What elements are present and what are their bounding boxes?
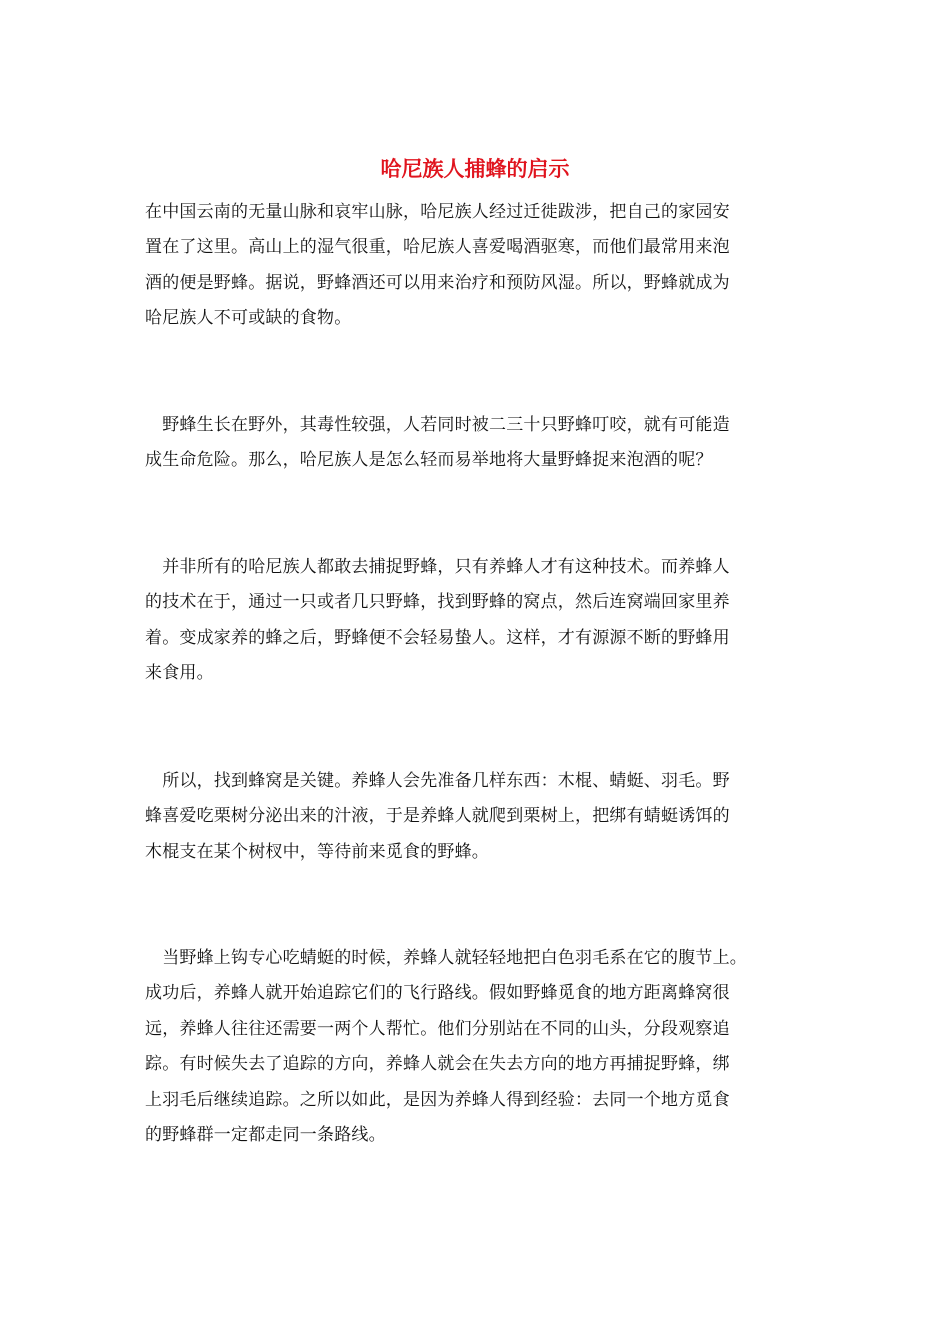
paragraph-line: 着。变成家养的蜂之后，野蜂便不会轻易蛰人。这样，才有源源不断的野蜂用	[145, 627, 730, 648]
paragraph-line: 所以，找到蜂窝是关键。养蜂人会先准备几样东西：木棍、蜻蜓、羽毛。野	[145, 771, 730, 791]
paragraph-line: 的野蜂群一定都走同一条路线。	[145, 1125, 386, 1146]
paragraph-line: 成功后，养蜂人就开始追踪它们的飞行路线。假如野蜂觅食的地方距离蜂窝很	[145, 983, 730, 1004]
paragraph-line: 并非所有的哈尼族人都敢去捕捉野蜂，只有养蜂人才有这种技术。而养蜂人	[145, 557, 730, 577]
paragraph-line: 上羽毛后继续追踪。之所以如此，是因为养蜂人得到经验：去同一个地方觅食	[145, 1089, 730, 1110]
paragraph-line: 远，养蜂人往往还需要一两个人帮忙。他们分别站在不同的山头，分段观察追	[145, 1018, 730, 1039]
paragraph-line: 哈尼族人不可或缺的食物。	[145, 308, 352, 329]
paragraph-1	[145, 195, 730, 337]
paragraph-2	[145, 408, 730, 479]
paragraph-4	[145, 764, 730, 870]
paragraph-line: 木棍支在某个树杈中，等待前来觅食的野蜂。	[145, 841, 489, 862]
paragraph-line: 酒的便是野蜂。据说，野蜂酒还可以用来治疗和预防风湿。所以，野蜂就成为	[145, 272, 730, 293]
paragraph-line: 成生命危险。那么，哈尼族人是怎么轻而易举地将大量野蜂捉来泡酒的呢？	[145, 450, 713, 471]
paragraph-line: 踪。有时候失去了追踪的方向，养蜂人就会在失去方向的地方再捕捉野蜂，绑	[145, 1054, 730, 1075]
paragraph-3	[145, 550, 730, 692]
paragraph-5	[145, 941, 747, 1153]
paragraph-line: 在中国云南的无量山脉和哀牢山脉，哈尼族人经过迁徙跋涉，把自己的家园安	[145, 202, 730, 222]
paragraph-line: 当野蜂上钩专心吃蜻蜓的时候，养蜂人就轻轻地把白色羽毛系在它的腹节上。	[145, 948, 747, 968]
document-title: 哈尼族人捕蜂的启示	[380, 156, 570, 181]
paragraph-line: 野蜂生长在野外，其毒性较强，人若同时被二三十只野蜂叮咬，就有可能造	[145, 415, 730, 435]
paragraph-line: 的技术在于，通过一只或者几只野蜂，找到野蜂的窝点，然后连窝端回家里养	[145, 592, 730, 613]
paragraph-line: 蜂喜爱吃栗树分泌出来的汁液，于是养蜂人就爬到栗树上，把绑有蜻蜓诱饵的	[145, 806, 730, 827]
paragraph-line: 置在了这里。高山上的湿气很重，哈尼族人喜爱喝酒驱寒，而他们最常用来泡	[145, 237, 730, 258]
paragraph-line: 来食用。	[145, 663, 214, 684]
